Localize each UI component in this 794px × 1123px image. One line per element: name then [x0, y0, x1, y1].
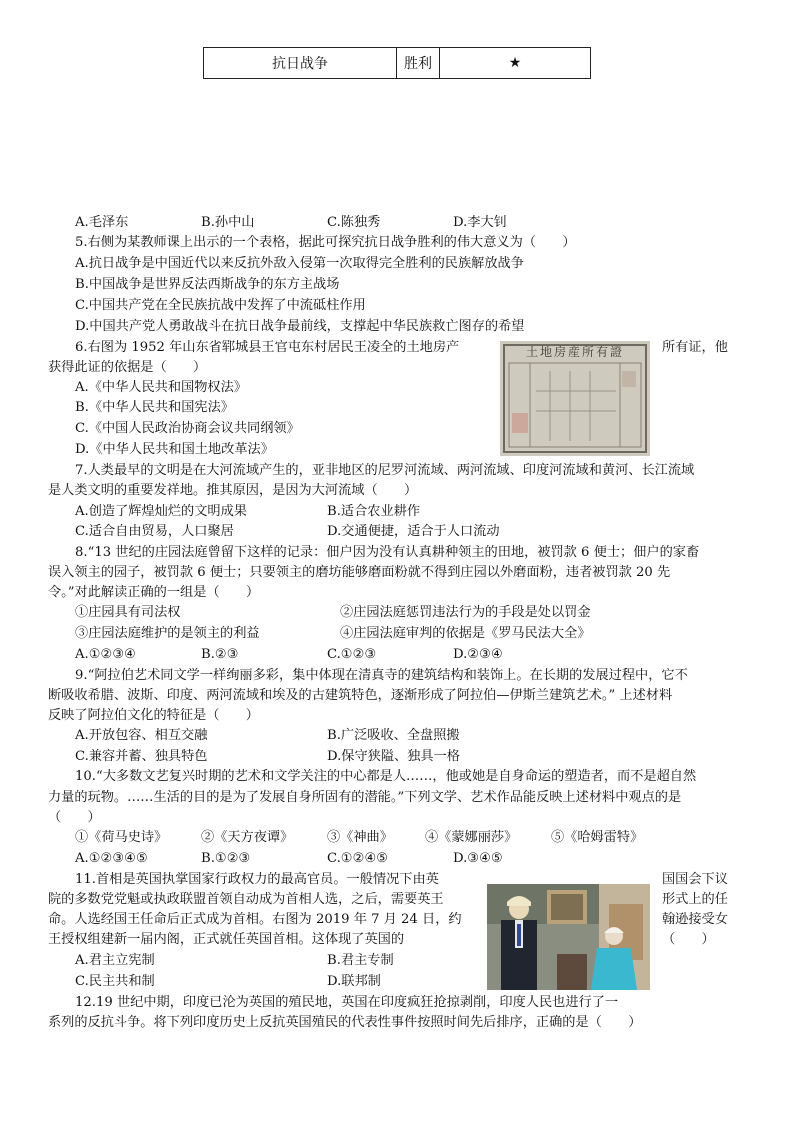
q6-option-c: C.《中国人民政治协商会议共同纲领》	[75, 421, 300, 436]
prime-minister-photo	[487, 884, 650, 990]
q10-item-1: ①《荷马史诗》	[75, 830, 168, 845]
q11-option-b: B.君主专制	[327, 953, 394, 968]
table-cell-result: 胜利	[397, 48, 440, 79]
q12-stem-line2: 系列的反抗斗争。将下列印度历史上反抗英国殖民的代表性事件按照时间先后排序，正确的是（ ）	[48, 1015, 642, 1030]
q11-stem-line2-end: 形式上的任	[662, 892, 728, 907]
q4-option-d: D.李大钊	[453, 215, 507, 230]
q11-option-a: A.君主立宪制	[75, 953, 155, 968]
q9-option-d: D.保守狭隘、独具一格	[327, 749, 460, 764]
q7-stem-line1: 7.人类最早的文明是在大河流域产生的，亚非地区的尼罗河流域、两河流域、印度河流域和黄河、长江流域	[75, 463, 695, 478]
q7-option-c: C.适合自由贸易，人口聚居	[75, 524, 234, 539]
table-row	[204, 48, 591, 79]
q6-option-d: D.《中华人民共和国土地改革法》	[75, 442, 274, 457]
q9-option-c: C.兼容并蓄、独具特色	[75, 749, 208, 764]
q5-option-a: A.抗日战争是中国近代以来反抗外敌入侵第一次取得完全胜利的民族解放战争	[75, 256, 524, 271]
q6-stem-line1-end: 所有证，他	[662, 340, 728, 355]
q6-stem-line1: 6.右图为 1952 年山东省郓城县王官屯东村居民王凌全的土地房产	[75, 340, 460, 355]
q6-option-b: B.《中华人民共和国宪法》	[75, 400, 234, 415]
q10-item-4: ④《蒙娜丽莎》	[425, 830, 518, 845]
q9-option-a: A.开放包容、相互交融	[75, 728, 208, 743]
q10-option-d: D.③④⑤	[453, 851, 503, 866]
q4-option-b: B.孙中山	[201, 215, 255, 230]
q10-stem-line2: 力量的玩物。……生活的目的是为了发展自身所固有的潜能。”下列文学、艺术作品能反映上述材料中观点的是	[48, 790, 682, 805]
q5-option-c: C.中国共产党在全民族抗战中发挥了中流砥柱作用	[75, 298, 366, 313]
q10-stem-line1: 10.“大多数文艺复兴时期的艺术和文学关注的中心都是人……，他或她是自身命运的塑造者，而不是超自然	[75, 769, 697, 784]
certificate-title: 土地房産所有證	[525, 345, 624, 359]
q8-item-4: ④庄园法庭审判的依据是《罗马民法大全》	[340, 626, 591, 641]
q7-stem-line2: 是人类文明的重要发祥地。推其原因，是因为大河流域（ ）	[48, 483, 418, 498]
q10-option-b: B.①②③	[201, 851, 251, 866]
q10-option-a: A.①②③④⑤	[75, 851, 148, 866]
q7-option-a: A.创造了辉煌灿烂的文明成果	[75, 504, 247, 519]
table-cell-star: ★	[440, 48, 591, 79]
q4-option-a: A.毛泽东	[75, 215, 129, 230]
q11-option-c: C.民主共和制	[75, 974, 155, 989]
q8-item-2: ②庄园法庭惩罚违法行为的手段是处以罚金	[340, 605, 591, 620]
q8-stem-line1: 8.“13 世纪的庄园法庭曾留下这样的记录：佃户因为没有认真耕种领主的田地，被罚款 6 便士；佃户的家畜	[75, 545, 700, 560]
q11-stem-line3-end: 翰逊接受女	[662, 912, 728, 927]
q8-item-3: ③庄园法庭维护的是领主的利益	[75, 626, 260, 641]
q11-stem-line2: 院的多数党党魁或执政联盟首领自动成为首相人选，之后，需要英王	[48, 892, 444, 907]
q6-stem-line2: 获得此证的依据是（ ）	[48, 360, 207, 375]
q8-option-b: B.②③	[201, 647, 239, 662]
q9-stem-line1: 9.“阿拉伯艺术同文学一样绚丽多彩，集中体现在清真寺的建筑结构和装饰上。在长期的发展过程中，它不	[75, 668, 688, 683]
q8-stem-line3: 令。”对此解读正确的一组是（ ）	[48, 585, 260, 600]
q12-stem-line1: 12.19 世纪中期，印度已沦为英国的殖民地，英国在印度疯狂抢掠剥削，印度人民也进行了一	[75, 995, 619, 1010]
q11-stem-line3: 命。人选经国王任命后正式成为首相。右图为 2019 年 7 月 24 日，约	[48, 912, 462, 927]
q10-item-2: ②《天方夜谭》	[201, 830, 294, 845]
q9-stem-line2: 断吸收希腊、波斯、印度、两河流域和埃及的古建筑特色，逐渐形成了阿拉伯—伊斯兰建筑艺术。” 上述材料	[48, 688, 673, 703]
q11-stem-line1: 11.首相是英国执掌国家行政权力的最高官员。一般情况下由英	[75, 872, 439, 887]
q9-option-b: B.广泛吸收、全盘照搬	[327, 728, 460, 743]
q8-option-d: D.②③④	[453, 647, 503, 662]
q4-option-c: C.陈独秀	[327, 215, 381, 230]
q8-option-c: C.①②③	[327, 647, 377, 662]
q10-item-3: ③《神曲》	[327, 830, 393, 845]
q5-option-d: D.中国共产党人勇敢战斗在抗日战争最前线，支撑起中华民族救亡图存的希望	[75, 319, 525, 334]
prime-minister-photo-drawing	[487, 884, 650, 990]
answer-table	[203, 47, 591, 79]
q6-option-a: A.《中华人民共和国物权法》	[75, 380, 247, 395]
table-cell-war: 抗日战争	[204, 48, 397, 79]
q11-stem-line1-end: 国国会下议	[662, 872, 728, 887]
q7-option-d: D.交通便捷，适合于人口流动	[327, 524, 500, 539]
land-certificate-image	[500, 341, 650, 456]
q11-option-d: D.联邦制	[327, 974, 381, 989]
q10-item-5: ⑤《哈姆雷特》	[551, 830, 644, 845]
q5-option-b: B.中国战争是世界反法西斯战争的东方主战场	[75, 277, 340, 292]
q9-stem-line3: 反映了阿拉伯文化的特征是（ ）	[48, 708, 259, 723]
q8-stem-line2: 误入领主的园子，被罚款 6 便士；只要领主的磨坊能够磨面粉就不得到庄园以外磨面粉，违者被罚款 20 先	[48, 565, 671, 580]
q8-option-a: A.①②③④	[75, 647, 137, 662]
q10-stem-line3: （ ）	[48, 810, 101, 825]
q11-stem-line4: 王授权组建新一届内阁，正式就任英国首相。这体现了英国的	[48, 932, 405, 947]
q11-stem-line4-end: （ ）	[662, 932, 715, 947]
q8-item-1: ①庄园具有司法权	[75, 605, 181, 620]
q5-stem: 5.右侧为某教师课上出示的一个表格，据此可探究抗日战争胜利的伟大意义为（ ）	[75, 235, 576, 250]
q10-option-c: C.①②④⑤	[327, 851, 389, 866]
q7-option-b: B.适合农业耕作	[327, 504, 421, 519]
